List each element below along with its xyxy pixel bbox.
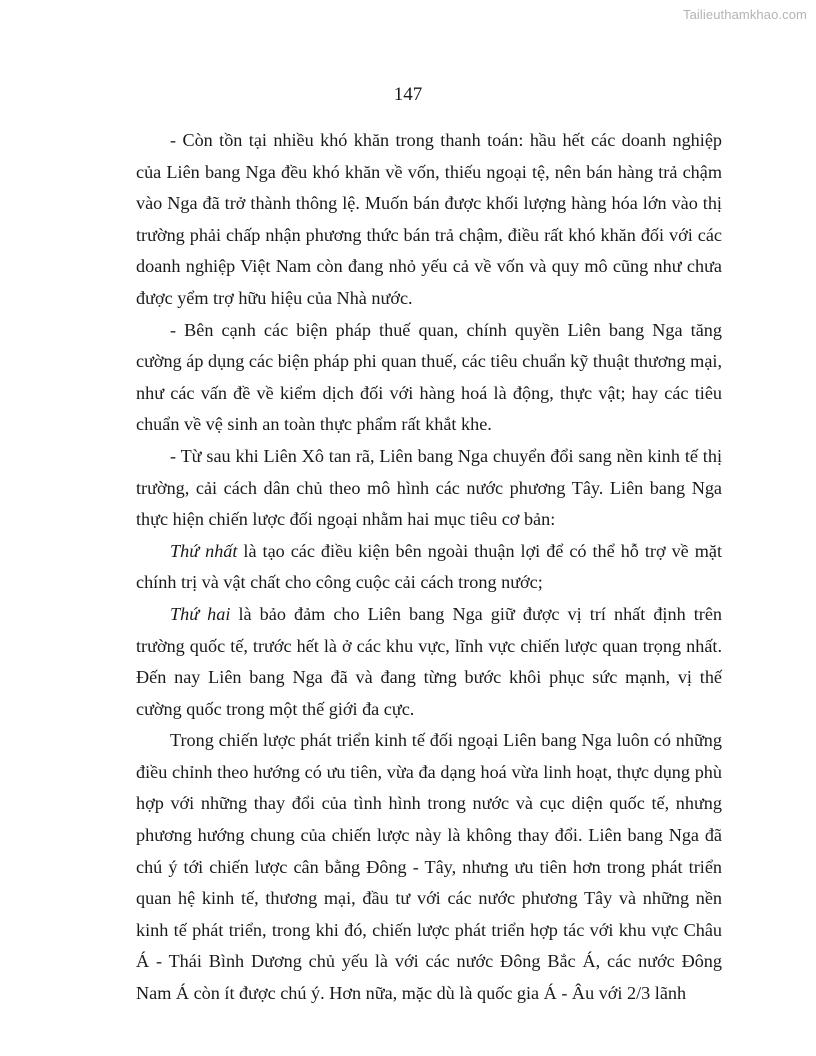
paragraph-text: là bảo đảm cho Liên bang Nga giữ được vị trí nhất định trên trường quốc tế, trước hết là ở các khu vực, lĩnh vực chiến lược quan trọng nhất. Đến nay Liên bang Nga đã và đang từng bước khôi phục sức mạnh, vị thế cường quốc trong một thế giới đa cực. xyxy=(136,603,723,719)
paragraph-economic-strategy xyxy=(136,725,722,1009)
paragraph-text: - Từ sau khi Liên Xô tan rã, Liên bang Nga chuyển đổi sang nền kinh tế thị trường, cải cách dân chủ theo mô hình các nước phương Tây. Liên bang Nga thực hiện chiến lược đối ngoại nhằm hai mục tiêu cơ bản: xyxy=(136,445,722,530)
paragraph-text: là tạo các điều kiện bên ngoài thuận lợi để có thể hỗ trợ về mặt chính trị và vật chất cho công cuộc cải cách trong nước; xyxy=(136,540,722,593)
document-body xyxy=(136,125,722,1010)
watermark-text: Tailieuthamkhao.com xyxy=(682,7,807,22)
paragraph-text: Trong chiến lược phát triển kinh tế đối ngoại Liên bang Nga luôn có những điều chỉnh theo hướng có ưu tiên, vừa đa dạng hoá vừa linh hoạt, thực dụng phù hợp với những thay đổi của tình hình trong nước và cục diện quốc tế, nhưng phương hướng chung của chiến lược này là không thay đổi. Liên bang Nga đã chú ý tới chiến lược cân bằng Đông - Tây, nhưng ưu tiên hơn trong phát triển quan hệ kinh tế, thương mại, đầu tư với các nước phương Tây và những nền kinh tế phát triển, trong khi đó, chiến lược phát triển hợp tác với khu vực Châu Á - Thái Bình Dương chủ yếu là với các nước Đông Bắc Á, các nước Đông Nam Á còn ít được chú ý. Hơn nữa, mặc dù là quốc gia Á - Âu với 2/3 lãnh xyxy=(136,730,722,1004)
page-number: 147 xyxy=(393,84,423,105)
paragraph-second-goal xyxy=(136,599,722,725)
paragraph-text: - Còn tồn tại nhiều khó khăn trong thanh toán: hầu hết các doanh nghiệp của Liên bang Nga đều khó khăn về vốn, thiếu ngoại tệ, nên bán hàng trả chậm vào Nga đã trở thành thông lệ. Muốn bán được khối lượng hàng hóa lớn vào thị trường phải chấp nhận phương thức bán trả chậm, điều rất khó khăn đối với các doanh nghiệp Việt Nam còn đang nhỏ yếu cả về vốn và quy mô cũng như chưa được yểm trợ hữu hiệu của Nhà nước. xyxy=(136,130,722,308)
paragraph-first-goal xyxy=(136,536,722,599)
paragraph-foreign-policy-goals xyxy=(136,441,722,536)
paragraph-lead-italic: Thứ nhất xyxy=(170,540,238,561)
paragraph-non-tariff-measures xyxy=(136,315,722,441)
paragraph-lead-italic: Thứ hai xyxy=(170,603,231,624)
paragraph-payment-difficulties xyxy=(136,125,722,315)
paragraph-text: - Bên cạnh các biện pháp thuế quan, chính quyền Liên bang Nga tăng cường áp dụng các biện pháp phi quan thuế, các tiêu chuẩn kỹ thuật thương mại, như các vấn đề về kiểm dịch đối với hàng hoá là động, thực vật; hay các tiêu chuẩn về vệ sinh an toàn thực phẩm rất khắt khe. xyxy=(136,319,722,435)
